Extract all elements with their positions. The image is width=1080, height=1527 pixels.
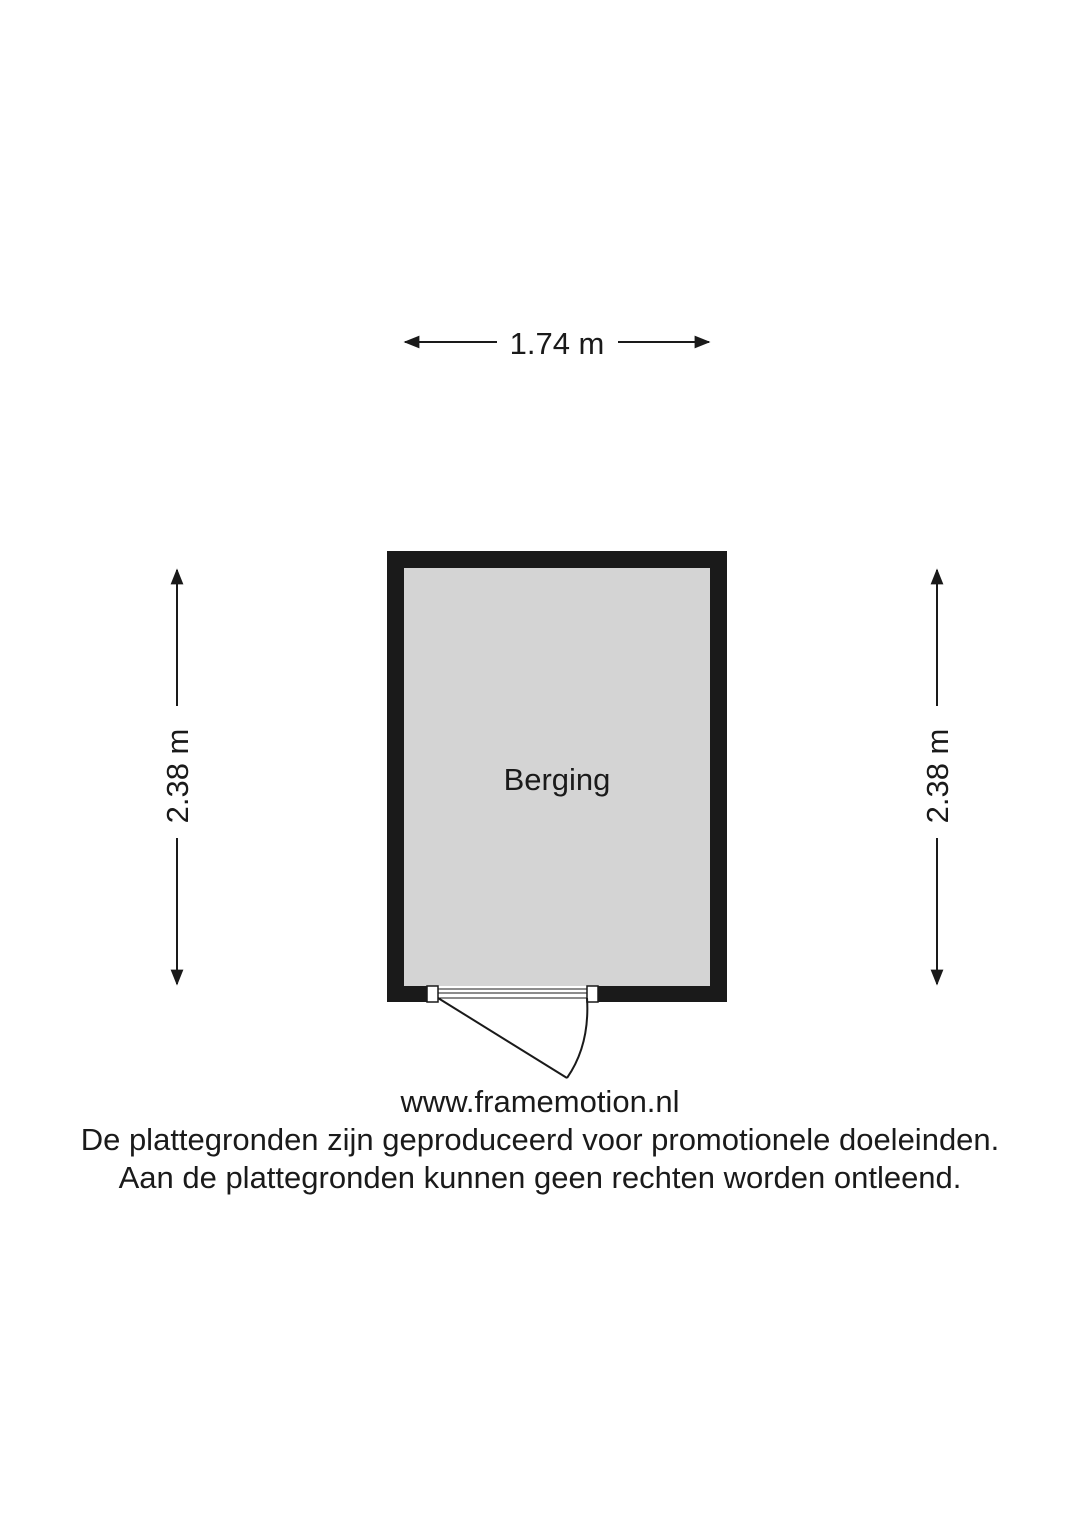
door-leaf [438, 998, 567, 1078]
door-swing-arc [567, 998, 587, 1078]
height-left-label: 2.38 m [160, 728, 195, 824]
door-opening [427, 986, 598, 1002]
disclaimer-line-1: De plattegronden zijn geproduceerd voor promotionele doeleinden. [80, 1122, 1000, 1157]
height-dimension-right [920, 570, 955, 984]
room-label: Berging [503, 762, 611, 797]
room-berging [387, 551, 727, 1078]
height-dimension-left [160, 570, 195, 984]
website-link[interactable]: www.framemotion.nl [400, 1084, 680, 1119]
width-dimension [405, 326, 709, 361]
disclaimer-line-2: Aan de plattegronden kunnen geen rechten worden ontleend. [118, 1160, 962, 1195]
height-right-label: 2.38 m [920, 728, 955, 824]
width-dimension-label: 1.74 m [509, 326, 605, 361]
door-jamb-left [427, 986, 438, 1002]
door-jamb-right [587, 986, 598, 1002]
footer [0, 1083, 1080, 1197]
